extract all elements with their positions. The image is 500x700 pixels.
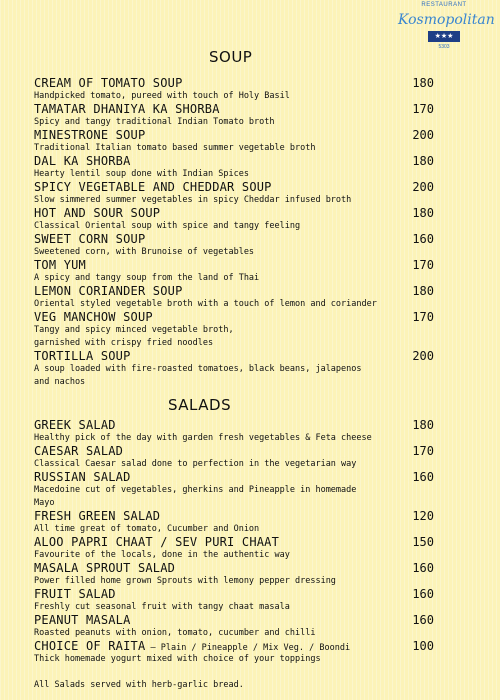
- menu-item: [34, 179, 434, 195]
- item-price: 200: [412, 128, 434, 142]
- menu-item: [34, 257, 434, 273]
- item-price: 170: [412, 102, 434, 116]
- item-name-text: FRESH GREEN SALAD: [34, 509, 161, 523]
- item-name: [34, 257, 86, 273]
- menu-item: [34, 638, 434, 654]
- item-name: [34, 75, 183, 91]
- item-price: 100: [412, 639, 434, 653]
- item-name-text: SPICY VEGETABLE AND CHEDDAR SOUP: [34, 180, 272, 194]
- item-description: Freshly cut seasonal fruit with tangy chaat masala: [34, 602, 290, 612]
- item-name: [34, 417, 116, 433]
- item-description: garnished with crispy fried noodles: [34, 338, 214, 348]
- section-title: SOUP: [209, 48, 253, 66]
- item-description: Power filled home grown Sprouts with lemony pepper dressing: [34, 576, 336, 586]
- item-name: [34, 443, 123, 459]
- logo-stars-icon: ★★★: [428, 31, 460, 42]
- item-price: 170: [412, 258, 434, 272]
- item-name: [34, 309, 153, 325]
- item-price: 180: [412, 206, 434, 220]
- item-name-text: LEMON CORIANDER SOUP: [34, 284, 183, 298]
- item-name: [34, 101, 220, 117]
- item-name-text: MASALA SPROUT SALAD: [34, 561, 176, 575]
- item-name: [34, 205, 160, 221]
- menu-item: [34, 612, 434, 628]
- menu-item: [34, 153, 434, 169]
- item-name-text: CREAM OF TOMATO SOUP: [34, 76, 183, 90]
- item-name: [34, 127, 145, 143]
- item-description: Handpicked tomato, pureed with touch of Holy Basil: [34, 91, 290, 101]
- menu-item: [34, 443, 434, 459]
- item-description: Macedoine cut of vegetables, gherkins and Pineapple in homemade: [34, 485, 357, 495]
- item-options: – Plain / Pineapple / Mix Veg. / Boondi: [145, 643, 351, 653]
- item-price: 160: [412, 613, 434, 627]
- item-name-text: TOM YUM: [34, 258, 86, 272]
- item-description: Mayo: [34, 498, 55, 508]
- footer-note: All Salads served with herb-garlic bread.: [34, 680, 244, 690]
- restaurant-logo: [398, 2, 495, 54]
- item-name-text: CAESAR SALAD: [34, 444, 124, 458]
- item-name: [34, 508, 160, 524]
- menu-item: [34, 534, 434, 550]
- menu-item: [34, 205, 434, 221]
- menu-item: [34, 348, 434, 364]
- item-name: [34, 612, 131, 628]
- menu-item: [34, 75, 434, 91]
- menu-item: [34, 309, 434, 325]
- item-description: Classical Caesar salad done to perfection in the vegetarian way: [34, 459, 357, 469]
- item-name-text: HOT AND SOUR SOUP: [34, 206, 161, 220]
- item-description: Sweetened corn, with Brunoise of vegetables: [34, 247, 255, 257]
- item-description: Roasted peanuts with onion, tomato, cucumber and chilli: [34, 628, 316, 638]
- item-name-text: TORTILLA SOUP: [34, 349, 131, 363]
- menu-item: [34, 560, 434, 576]
- item-description: A soup loaded with fire-roasted tomatoes, black beans, jalapenos: [34, 364, 362, 374]
- item-price: 160: [412, 470, 434, 484]
- menu-item: [34, 508, 434, 524]
- item-name-text: VEG MANCHOW SOUP: [34, 310, 153, 324]
- item-price: 170: [412, 310, 434, 324]
- section-title: SALADS: [168, 396, 232, 414]
- menu-item: [34, 586, 434, 602]
- item-description: Favourite of the locals, done in the authentic way: [34, 550, 290, 560]
- item-name: [34, 560, 175, 576]
- item-price: 160: [412, 587, 434, 601]
- menu-item: [34, 127, 434, 143]
- menu-item: [34, 417, 434, 433]
- item-description: Traditional Italian tomato based summer vegetable broth: [34, 143, 316, 153]
- item-description: Hearty lentil soup done with Indian Spices: [34, 169, 249, 179]
- logo-brand-name: Kosmopolitan: [398, 12, 495, 28]
- item-name: [34, 469, 131, 485]
- item-price: 180: [412, 284, 434, 298]
- item-description: A spicy and tangy soup from the land of Thai: [34, 273, 260, 283]
- item-name: [34, 534, 279, 550]
- item-name: [34, 586, 116, 602]
- item-description: Thick homemade yogurt mixed with choice of your toppings: [34, 654, 321, 664]
- logo-subtext: 5303: [438, 44, 450, 50]
- item-price: 200: [412, 180, 434, 194]
- item-name: [34, 231, 145, 247]
- item-name-text: TAMATAR DHANIYA KA SHORBA: [34, 102, 220, 116]
- item-price: 180: [412, 418, 434, 432]
- item-name-text: DAL KA SHORBA: [34, 154, 131, 168]
- item-price: 160: [412, 561, 434, 575]
- item-price: 180: [412, 154, 434, 168]
- item-name-text: ALOO PAPRI CHAAT / SEV PURI CHAAT: [34, 535, 280, 549]
- menu-item: [34, 283, 434, 299]
- item-price: 200: [412, 349, 434, 363]
- item-price: 160: [412, 232, 434, 246]
- item-description: Classical Oriental soup with spice and tangy feeling: [34, 221, 301, 231]
- item-name-text: CHOICE OF RAITA: [34, 639, 146, 653]
- item-name-text: RUSSIAN SALAD: [34, 470, 131, 484]
- item-description: All time great of tomato, Cucumber and Onion: [34, 524, 260, 534]
- item-price: 180: [412, 76, 434, 90]
- item-description: Oriental styled vegetable broth with a touch of lemon and coriander: [34, 299, 377, 309]
- item-name-text: MINESTRONE SOUP: [34, 128, 146, 142]
- item-price: 170: [412, 444, 434, 458]
- item-name: [34, 179, 272, 195]
- item-price: 150: [412, 535, 434, 549]
- logo-restaurant-label: RESTAURANT: [421, 2, 467, 8]
- item-name-text: PEANUT MASALA: [34, 613, 131, 627]
- item-price: 120: [412, 509, 434, 523]
- item-name-text: GREEK SALAD: [34, 418, 116, 432]
- item-name: [34, 348, 131, 364]
- menu-item: [34, 231, 434, 247]
- menu-item: [34, 101, 434, 117]
- item-name-text: FRUIT SALAD: [34, 587, 116, 601]
- item-name-text: SWEET CORN SOUP: [34, 232, 146, 246]
- item-description: Slow simmered summer vegetables in spicy Cheddar infused broth: [34, 195, 352, 205]
- item-description: Healthy pick of the day with garden fresh vegetables & Feta cheese: [34, 433, 372, 443]
- item-description: Tangy and spicy minced vegetable broth,: [34, 325, 234, 335]
- item-name: [34, 153, 131, 169]
- item-description: Spicy and tangy traditional Indian Tomato broth: [34, 117, 275, 127]
- item-name: [34, 283, 183, 299]
- item-description: and nachos: [34, 377, 86, 387]
- menu-item: [34, 469, 434, 485]
